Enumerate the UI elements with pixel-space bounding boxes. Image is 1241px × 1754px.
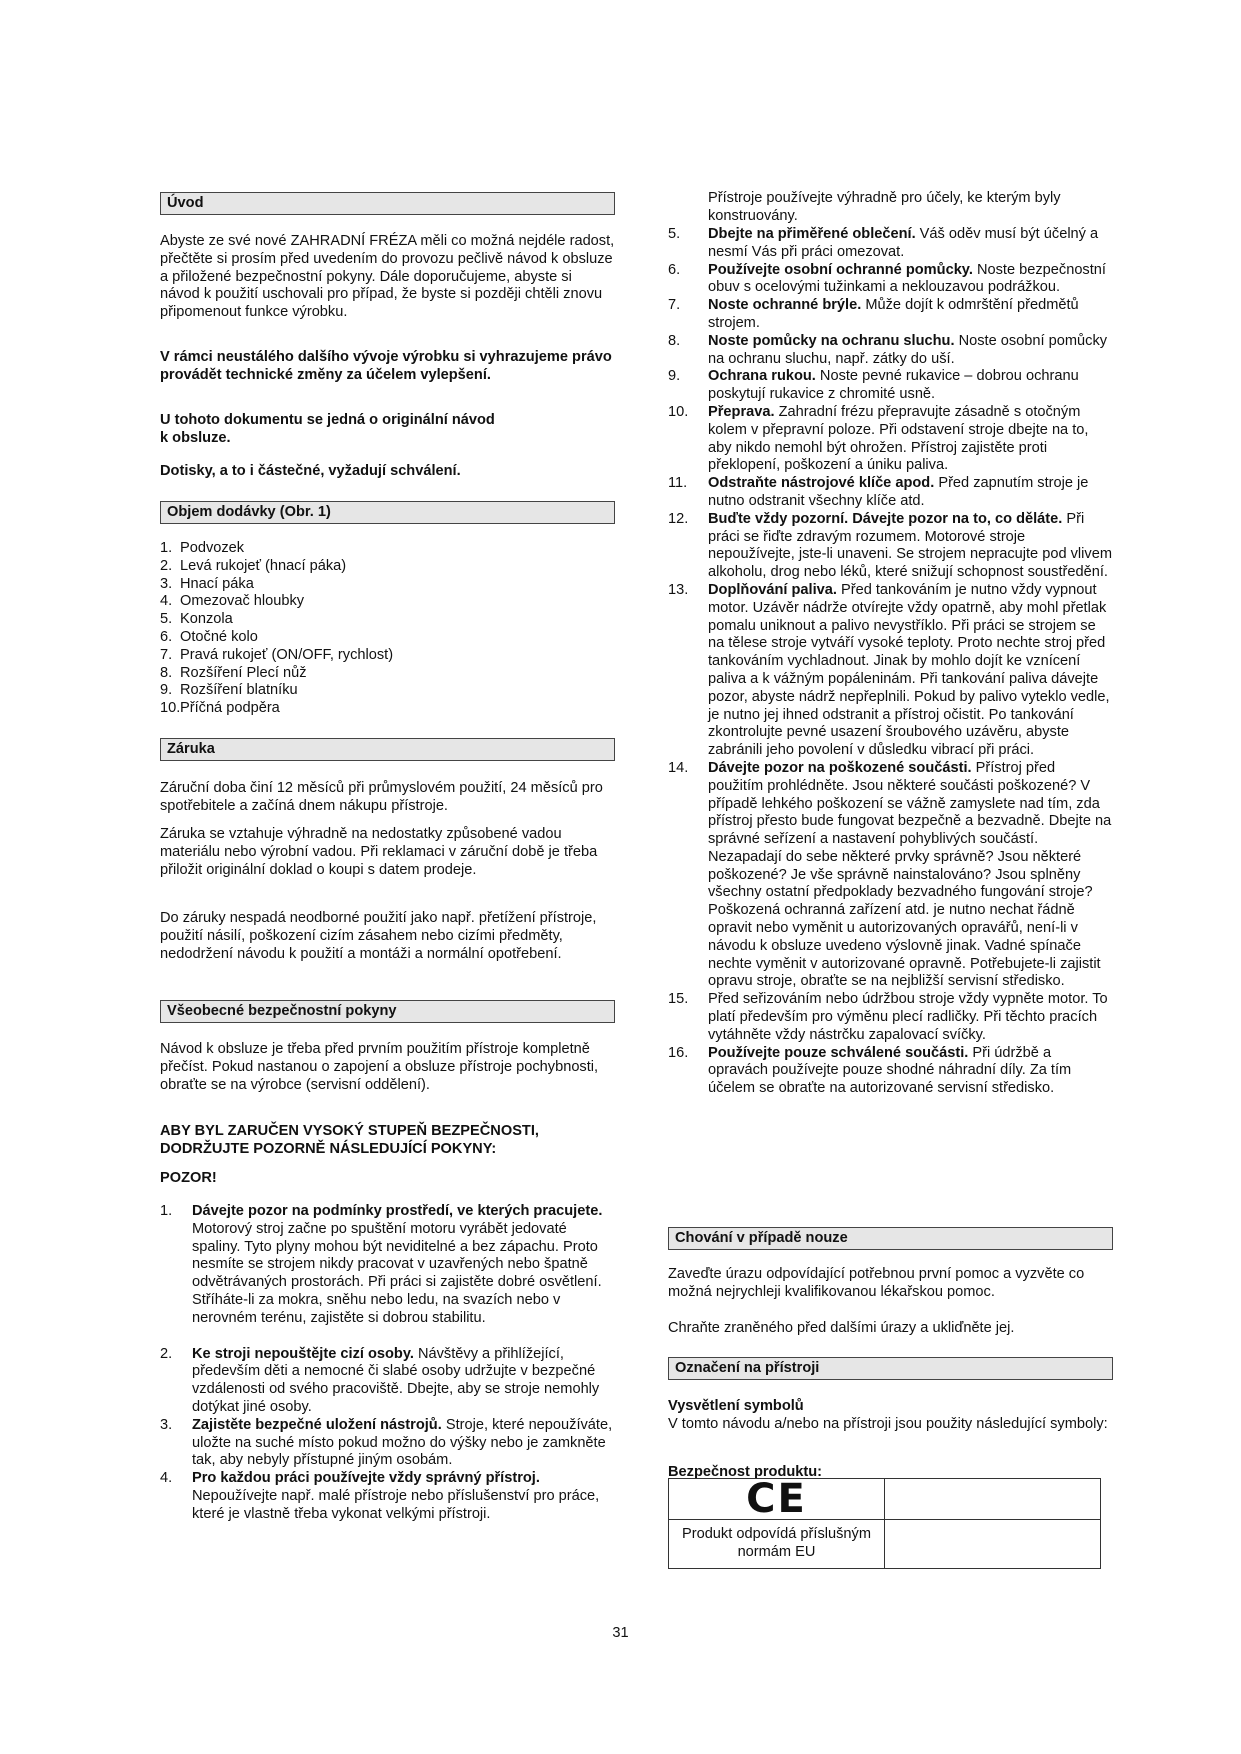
- list-text: Konzola: [180, 611, 233, 628]
- list-item-bold: Buďte vždy pozorní. Dávejte pozor na to, co děláte.: [708, 510, 1063, 527]
- safety-item: [668, 226, 1113, 262]
- list-text: Hnací páka: [180, 575, 254, 592]
- section-header-zaruka: Záruka: [160, 738, 615, 761]
- list-item-bold: Zajistěte bezpečné uložení nástrojů.: [192, 1416, 442, 1433]
- page-number: 31: [612, 1625, 629, 1641]
- empty-cell: [885, 1520, 1101, 1569]
- list-item-text: Noste pevné rukavice – dobrou ochranu poskytují rukavice z chromité usně.: [708, 368, 1079, 403]
- list-item-text: Stroje, které nepoužíváte, uložte na suché místo pokud možno do výšky nebo je zamkněte tak, aby nebyly přístupné jiným osobám.: [192, 1416, 613, 1469]
- list-text: Omezovač hloubky: [180, 593, 305, 610]
- list-text: [708, 582, 1113, 760]
- zaruka-paragraph-2: Záruka se vztahuje výhradně na nedostatky způsobené vadou materiálu nebo výrobní vadou. Při reklamaci v záruční době je třeba přiložit originální doklad o koupi s datem prodeje.: [160, 826, 598, 878]
- objem-list-item: [160, 540, 615, 558]
- objem-list-item: [160, 700, 615, 718]
- list-item-bold: Používejte pouze schválené součásti.: [708, 1044, 969, 1061]
- safety-item: [668, 368, 1113, 404]
- list-number: 2.: [160, 557, 173, 574]
- list-number: 11.: [668, 475, 688, 492]
- list-item-text: Motorový stroj začne po spuštění motoru vyrábět jedovaté spaliny. Tyto plyny mohou být neviditelné a bez zápachu. Proto nesmíte se strojem nikdy pracovat v uzavřených nebo špatně odvětrávaných prostorách. Při práci si zajistěte dobré osvětlení. Stříháte-li za mokra, sněhu nebo ledu, na svazích nebo v nerovném terénu, zajistěte si dobrou stabilitu.: [192, 1220, 602, 1326]
- uvod-paragraph-3: U tohoto dokumentu se jedná o originální návod k obsluze.: [160, 412, 495, 446]
- objem-list-item: [160, 593, 615, 611]
- safety-item: [160, 1346, 615, 1417]
- objem-list-item: [160, 558, 615, 576]
- list-item-bold: Pro každou práci používejte vždy správný přístroj.: [192, 1470, 540, 1487]
- nouze-paragraph-1: Zaveďte úrazu odpovídající potřebnou první pomoc a vyzvěte co možná nejrychleji kvalifikovanou lékařskou pomoc.: [668, 1266, 1085, 1300]
- objem-list-item: [160, 682, 615, 700]
- list-number: 15.: [668, 991, 689, 1008]
- list-item-text: Před zapnutím stroje je nutno odstranit všechny klíče atd.: [708, 475, 1089, 509]
- list-item-text: Při práci se řiďte zdravým rozumem. Motorové stroje nepoužívejte, jste-li unaveni. Se strojem nepracujte pod vlivem alkoholu, drog nebo léků, které snižují schopnost soustředění.: [708, 510, 1112, 581]
- safety-item: [668, 582, 1113, 760]
- list-text: Příčná podpěra: [180, 700, 280, 717]
- objem-list-item: [160, 576, 615, 594]
- list-item-bold: Dávejte pozor na poškozené součásti.: [708, 759, 972, 776]
- list-item-bold: Noste ochranné brýle.: [708, 297, 862, 314]
- list-text: [708, 333, 1113, 369]
- empty-cell: [885, 1479, 1101, 1520]
- pozor-label: POZOR!: [160, 1170, 217, 1186]
- list-number: 7.: [668, 297, 681, 314]
- list-text: [708, 511, 1113, 582]
- safety-item: [668, 475, 1113, 511]
- list-number: 1.: [160, 1203, 173, 1219]
- section-header-uvod: Úvod: [160, 192, 615, 215]
- safety-item: [668, 511, 1113, 582]
- ce-text-cell: Produkt odpovídá příslušným normám EU: [669, 1520, 885, 1569]
- list-number: 16.: [668, 1044, 689, 1061]
- list-text: [708, 262, 1113, 298]
- list-number: 4.: [160, 593, 173, 610]
- safety-item: [668, 1045, 1113, 1098]
- list-item-text: Před tankováním je nutno vždy vypnout motor. Uzávěr nádrže otvírejte vždy opatrně, aby mohl přetlak pomalu uniknout a palivo nevystříklo. Při práci se strojem se na tělese stroje vytváří vysoké teploty. Proto nechte stroj před tankováním vychladnout. Jinak by mohlo dojít ke vznícení paliva a k vážným popáleninám. Při tankování paliva dávejte pozor, abyste nádrž nepřeplnili. Pokud by palivo vyteklo vedle, je nutno jej ihned odstranit a přístroj očistit. Po tankování zkontrolujte pevné usazení šroubového uzávěru, abyste zabránili jeho povolení v důsledku vibrací při práci.: [708, 581, 1110, 759]
- safety-item: [668, 991, 1113, 1044]
- list-number: 3.: [160, 575, 173, 592]
- symbol-table: [668, 1478, 1101, 1569]
- vseobecne-paragraph-1: Návod k obsluze je třeba před prvním použitím přístroje kompletně přečíst. Pokud nastanou o zapojení a obsluze přístroje pochybnosti, obraťte se na výrobce (servisní oddělení).: [160, 1041, 599, 1093]
- vseobecne-caps: ABY BYL ZARUČEN VYSOKÝ STUPEŇ BEZPEČNOSTI, DODRŽUJTE POZORNĚ NÁSLEDUJÍCÍ POKYNY:: [160, 1123, 539, 1157]
- safety-item: [668, 760, 1113, 991]
- list-text: [192, 1203, 615, 1328]
- list-number: 10.: [668, 403, 689, 420]
- list-text: [708, 760, 1113, 991]
- safety-item: [668, 404, 1113, 475]
- safety-item: [160, 1203, 615, 1328]
- section-header-oznaceni: Označení na přístroji: [668, 1357, 1113, 1380]
- list-number: 2.: [160, 1345, 173, 1362]
- uvod-paragraph-4: Dotisky, a to i částečné, vyžadují schválení.: [160, 463, 461, 479]
- safety-item: [668, 262, 1113, 298]
- safety-list-right: [668, 226, 1113, 1098]
- safety-item: [668, 333, 1113, 369]
- list-text: Pravá rukojeť (ON/OFF, rychlost): [180, 646, 394, 663]
- bezpecnost-heading: Bezpečnost produktu:: [668, 1464, 823, 1480]
- list-number: 1.: [160, 540, 173, 556]
- list-number: 7.: [160, 646, 173, 663]
- list-text: [708, 1045, 1113, 1098]
- list-item-bold: Noste pomůcky na ochranu sluchu.: [708, 332, 955, 349]
- list-number: 5.: [160, 611, 173, 628]
- safety-item: [668, 297, 1113, 333]
- list-text: Rozšíření Plecí nůž: [180, 664, 307, 681]
- list-number: 9.: [160, 682, 173, 699]
- list-text: [192, 1417, 615, 1470]
- list-number: 9.: [668, 368, 681, 385]
- list-item-text: Návštěvy a přihlížející, především děti a nemocné či slabé osoby udržujte v bezpečné vzdálenosti od svého pracoviště. Dbejte, aby se stroje nemohly dotýkat jiné osoby.: [192, 1345, 600, 1415]
- list-number: 10.: [160, 700, 181, 717]
- zaruka-paragraph-3: Do záruky nespadá neodborné použití jako např. přetížení přístroje, použití násilí, poškození cizím zásahem nebo cizími předměty, nedodržení návodu k použití a montáži a normální opotřebení.: [160, 910, 597, 962]
- section-header-nouze: Chování v případě nouze: [668, 1227, 1113, 1250]
- nouze-paragraph-2: Chraňte zraněného před dalšími úrazy a ukliďněte jej.: [668, 1320, 1015, 1336]
- list-number: 6.: [668, 261, 681, 278]
- list-item-text: Přístroj před použitím prohlédněte. Jsou některé součásti poškozené? V případě lehkého poškození se vážně zamyslete nad tím, zda přístroj přesto bude fungovat bezpečně a bezvadně. Dbejte na správné seřízení a nastavení pohyblivých součástí. Nezapadají do sebe některé prvky správně? Jsou některé poškozené? Je vše správně nainstalováno? Jsou splněny všechny ostatní předpoklady bezvadného fungování stroje? Poškozená ochranná zařízení atd. je nutno nechat řádně opravit nebo vyměnit u autorizovaných opravářů, není-li v návodu k obsluze uvedeno výslovně jinak. Vadné spínače nechte vyměnit v autorizované opravně. Potřebujete-li zajistit opravu stroje, obraťte se na nejbližší servisní středisko.: [708, 759, 1112, 990]
- list-text: [708, 226, 1113, 262]
- uvod-paragraph-1: Abyste ze své nové ZAHRADNÍ FRÉZA měli co možná nejdéle radost, přečtěte si prosím před uvedením do provozu pečlivě návod k obsluze a přiložené bezpečnostní pokyny. Dále doporučujeme, abyste si návod k použití uschovali pro případ, že byste si později chtěli znovu připomenout funkce výrobku.: [160, 233, 615, 321]
- list-item-bold: Dbejte na přiměřené oblečení.: [708, 226, 916, 242]
- list-item-text: Před seřizováním nebo údržbou stroje vždy vypněte motor. To platí především pro výměnu plecí radličky. Při těchto pracích vytáhněte vždy nástrčku zapalovací svíčky.: [708, 991, 1108, 1043]
- zaruka-paragraph-1: Záruční doba činí 12 měsíců při průmyslovém použití, 24 měsíců pro spotřebitele a začíná dnem nákupu přístroje.: [160, 780, 603, 814]
- list-text: [708, 475, 1113, 511]
- list-number: 12.: [668, 510, 689, 527]
- list-number: 13.: [668, 581, 689, 598]
- objem-list: [160, 540, 615, 718]
- list-item-text: Váš oděv musí být účelný a nesmí Vás při práci omezovat.: [708, 226, 1099, 260]
- list-number: 3.: [160, 1416, 173, 1433]
- list-item-text: Zahradní frézu přepravujte zásadně s otočným kolem v přepravní poloze. Při odstavení stroje dbejte na to, aby nikdo nemohl být ohrožen. Přístroj zajistěte proti překlopení, poškození a úniku paliva.: [708, 403, 1089, 474]
- list-item-bold: Přeprava.: [708, 403, 775, 420]
- symboly-paragraph: V tomto návodu a/nebo na přístroji jsou použity následující symboly:: [668, 1416, 1108, 1432]
- list-text: [708, 368, 1113, 404]
- list-text: Otočné kolo: [180, 628, 258, 645]
- safety-item: [160, 1417, 615, 1470]
- list-number: 8.: [160, 664, 173, 681]
- list-item-bold: Odstraňte nástrojové klíče apod.: [708, 475, 935, 492]
- list-text: [708, 404, 1113, 475]
- list-text: [708, 297, 1113, 333]
- list-number: 4.: [160, 1470, 173, 1487]
- list-number: 5.: [668, 226, 681, 242]
- list-item-bold: Dávejte pozor na podmínky prostředí, ve kterých pracujete.: [192, 1203, 603, 1219]
- objem-list-item: [160, 647, 615, 665]
- objem-list-item: [160, 611, 615, 629]
- safety-item: [160, 1470, 615, 1523]
- list-number: 8.: [668, 332, 681, 349]
- list-text: [192, 1346, 615, 1417]
- ce-mark-icon: CE: [746, 1476, 807, 1522]
- list-item-text: Noste osobní pomůcky na ochranu sluchu, např. zátky do uší.: [708, 332, 1108, 367]
- objem-list-item: [160, 665, 615, 683]
- objem-list-item: [160, 629, 615, 647]
- list-item-bold: Doplňování paliva.: [708, 581, 837, 598]
- list-item-bold: Používejte osobní ochranné pomůcky.: [708, 261, 973, 278]
- symboly-heading: Vysvětlení symbolů: [668, 1398, 804, 1414]
- list-text: Levá rukojeť (hnací páka): [180, 557, 347, 574]
- list-text: Podvozek: [180, 540, 245, 556]
- uvod-paragraph-2: V rámci neustálého dalšího vývoje výrobku si vyhrazujeme právo provádět technické změny za účelem vylepšení.: [160, 349, 612, 383]
- list-text: [192, 1470, 615, 1523]
- list-item-text: Noste bezpečnostní obuv s ocelovými tužinkami a neklouzavou podrážkou.: [708, 261, 1106, 296]
- list-text: [708, 991, 1113, 1044]
- section-header-objem: Objem dodávky (Obr. 1): [160, 501, 615, 524]
- list-item-bold: Ke stroji nepouštějte cizí osoby.: [192, 1345, 414, 1362]
- list-item-bold: Ochrana rukou.: [708, 368, 816, 385]
- list-text: Rozšíření blatníku: [180, 682, 298, 699]
- right-intro: Přístroje používejte výhradně pro účely, ke kterým byly konstruovány.: [708, 190, 1061, 224]
- list-number: 14.: [668, 759, 689, 776]
- list-item-text: Při údržbě a opravách používejte pouze shodné náhradní díly. Za tím účelem se obraťte na autorizované servisní středisko.: [708, 1044, 1072, 1097]
- list-number: 6.: [160, 628, 173, 645]
- list-item-text: Může dojít k odmrštění předmětů strojem.: [708, 297, 1079, 331]
- safety-list-left: [160, 1203, 615, 1524]
- section-header-vseobecne: Všeobecné bezpečnostní pokyny: [160, 1000, 615, 1023]
- list-item-text: Nepoužívejte např. malé přístroje nebo příslušenství pro práce, které je vlastně třeba vykonat velkými přístroji.: [192, 1487, 600, 1522]
- ce-mark-cell: [669, 1476, 885, 1522]
